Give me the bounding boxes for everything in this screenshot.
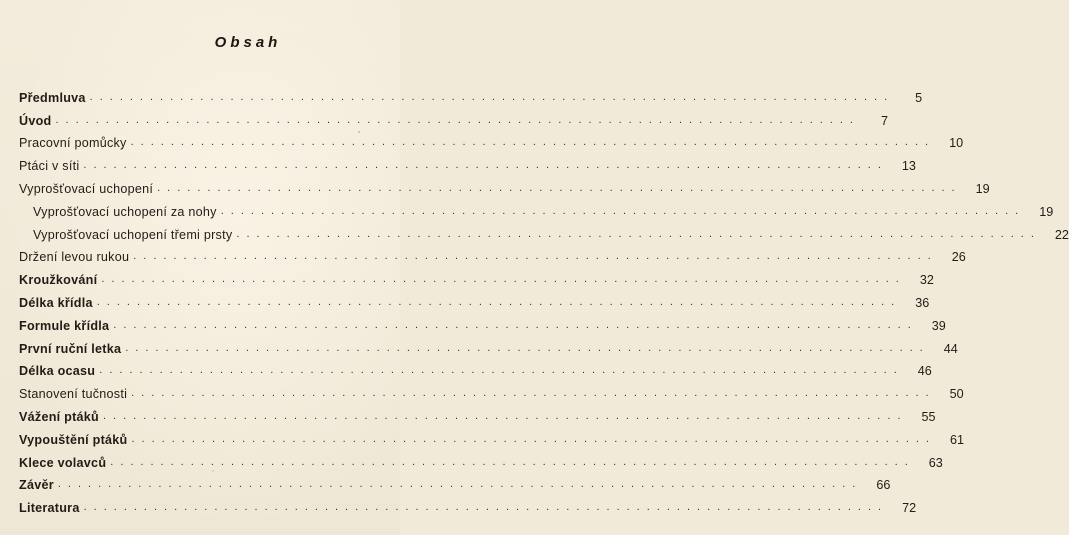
toc-entry-title: Vyprošťovací uchopení třemi prsty: [33, 227, 233, 242]
toc-entry[interactable]: [19, 264, 934, 288]
toc-entry-page-number: 10: [949, 136, 964, 151]
toc-entry-title: Délka ocasu: [19, 364, 96, 379]
dot-leader: ................................................................................: [220, 204, 1026, 217]
toc-entry-page-number: 19: [975, 181, 990, 196]
dot-leader: ................................................................................: [83, 159, 888, 172]
toc-entry-page-number: 22: [1054, 227, 1069, 242]
toc-entry-title: Kroužkování: [19, 273, 98, 288]
dot-leader: ................................................................................: [102, 409, 908, 422]
toc-entry[interactable]: [19, 196, 1054, 219]
toc-entry-page-number: 32: [919, 273, 934, 288]
toc-entry-page-number: 44: [943, 341, 958, 356]
paper-speck: [212, 470, 214, 472]
toc-entry[interactable]: [19, 150, 916, 174]
toc-entry[interactable]: [19, 105, 888, 128]
toc-entry-title: Předmluva: [19, 90, 86, 105]
toc-entry[interactable]: [19, 401, 936, 424]
dot-leader: ................................................................................: [125, 341, 930, 354]
dot-leader: ................................................................................: [113, 318, 918, 331]
toc-entry-page-number: 66: [876, 478, 891, 493]
toc-entry[interactable]: [19, 242, 966, 265]
toc-entry-title: Závěr: [19, 478, 54, 493]
toc-entry-page-number: 50: [949, 387, 964, 402]
toc-entry-page-number: 63: [928, 455, 943, 470]
toc-entry-title: Držení levou rukou: [19, 250, 130, 265]
toc-entry-title: Formule křídla: [19, 318, 110, 333]
dot-leader: ................................................................................: [89, 90, 895, 103]
toc-entry-title: Vyprošťovací uchopení za nohy: [33, 204, 217, 219]
toc-entry-page-number: 13: [901, 159, 916, 174]
toc-entry[interactable]: [19, 470, 891, 493]
toc-entry-title: První ruční letka: [19, 341, 122, 356]
toc-entry-title: Úvod: [19, 113, 52, 128]
toc-entry-page-number: 61: [949, 432, 964, 447]
paper-speck: [358, 131, 360, 133]
toc-entry-title: Klece volavců: [19, 455, 107, 470]
toc-entry-page-number: 46: [917, 364, 932, 379]
toc-entry-title: Stanovení tučnosti: [19, 387, 128, 402]
toc-entry[interactable]: [19, 82, 923, 105]
toc-entry-page-number: 5: [915, 90, 923, 105]
toc-entry-title: Pracovní pomůcky: [19, 136, 127, 151]
page-title: Obsah: [214, 34, 282, 51]
dot-leader: ................................................................................: [131, 387, 936, 400]
toc-entry-title: Vypouštění ptáků: [19, 432, 128, 447]
toc-entry[interactable]: [19, 447, 943, 470]
dot-leader: ................................................................................: [236, 227, 1041, 240]
toc-entry[interactable]: [19, 356, 932, 379]
dot-leader: ................................................................................: [83, 501, 889, 514]
toc-entry[interactable]: [19, 128, 964, 151]
toc-entry[interactable]: [19, 492, 917, 516]
toc-entry-title: Vyprošťovací uchopení: [19, 181, 154, 196]
toc-entry[interactable]: [19, 378, 964, 402]
dot-leader: ................................................................................: [131, 432, 936, 445]
toc-entry-page-number: 19: [1039, 204, 1054, 219]
toc-entry-page-number: 7: [880, 113, 888, 128]
toc-entry-title: Ptáci v síti: [19, 159, 80, 174]
toc-entry[interactable]: [19, 333, 958, 356]
toc-entry-page-number: 26: [951, 250, 966, 265]
toc-entry-page-number: 72: [902, 501, 917, 516]
dot-leader: ................................................................................: [55, 113, 860, 126]
toc-entry-title: Literatura: [19, 501, 80, 516]
dot-leader: ................................................................................: [101, 273, 906, 286]
toc-entry-title: Délka křídla: [19, 295, 93, 310]
toc-entry-page-number: 39: [931, 318, 946, 333]
toc-entry-page-number: 55: [921, 409, 936, 424]
dot-leader: ................................................................................: [133, 250, 938, 263]
table-of-contents: [19, 82, 1069, 516]
dot-leader: ................................................................................: [96, 295, 902, 308]
toc-entry[interactable]: [19, 287, 930, 310]
dot-leader: ................................................................................: [99, 364, 904, 377]
dot-leader: ................................................................................: [157, 181, 962, 194]
toc-entry[interactable]: [19, 310, 946, 333]
dot-leader: ................................................................................: [57, 478, 863, 491]
toc-entry[interactable]: [19, 424, 964, 447]
toc-entry-title: Vážení ptáků: [19, 409, 99, 424]
toc-entry[interactable]: [19, 173, 990, 196]
toc-entry[interactable]: [19, 219, 1069, 242]
toc-entry-page-number: 36: [915, 295, 930, 310]
dot-leader: ................................................................................: [110, 455, 915, 468]
dot-leader: ................................................................................: [130, 136, 936, 149]
